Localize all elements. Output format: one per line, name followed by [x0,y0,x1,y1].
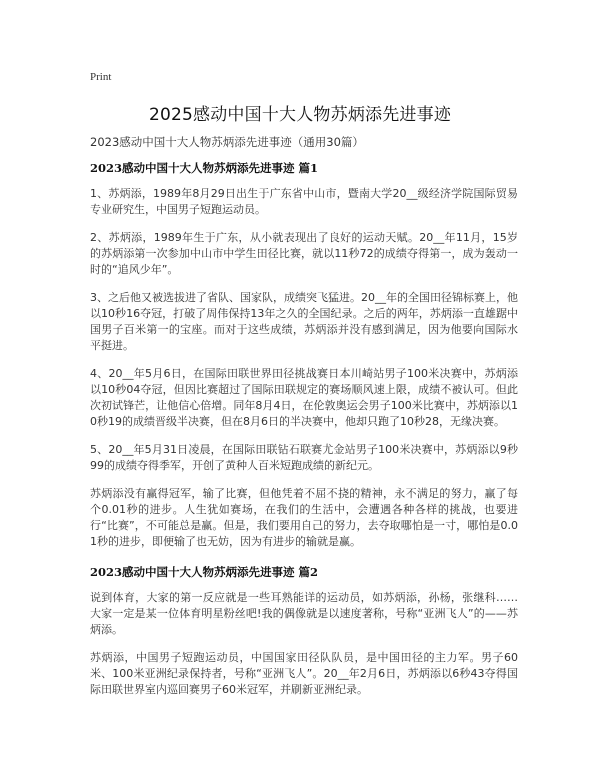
print-link[interactable]: Print [90,71,112,83]
section-heading: 2023感动中国十大人物苏炳添先进事迹 篇2 [90,565,319,579]
paragraph: 5、20__年5月31日凌晨，在国际田联钻石联赛尤金站男子100米决赛中，苏炳添以9秒99的成绩夺得季军，开创了黄种人百米短跑成绩的新纪元。 [90,443,518,472]
section-1 [90,160,518,550]
section-2 [90,564,518,698]
paragraph: 苏炳添没有赢得冠军，输了比赛，但他凭着不屈不挠的精神，永不满足的努力，赢了每个0.01秒的进步。人生犹如赛场，在我们的生活中，会遭遇各种各样的挑战，也要进行“比赛”，不可能总是赢。但是，我们要用自己的努力，去夺取哪怕是一寸，哪怕是0.01秒的进步，即便输了也无妨，因为有进步的输就是赢。 [90,487,518,548]
paragraph: 说到体育，大家的第一反应就是一些耳熟能详的运动员，如苏炳添，孙杨，张继科……大家一定是某一位体育明星粉丝吧!我的偶像就是以速度著称，号称“亚洲飞人”的——苏炳添。 [90,591,518,636]
paragraph: 2、苏炳添，1989年生于广东，从小就表现出了良好的运动天赋。20__年11月，15岁的苏炳添第一次参加中山市中学生田径比赛，就以11秒72的成绩夺得第一，成为轰动一时的“追风少年”。 [90,231,518,276]
page-title: 2025感动中国十大人物苏炳添先进事迹 [148,105,452,125]
article-body [90,160,518,710]
section-heading: 2023感动中国十大人物苏炳添先进事迹 篇1 [90,161,319,175]
paragraph: 4、20__年5月6日，在国际田联世界田径挑战赛日本川崎站男子100米决赛中，苏炳添以10秒04夺冠，但因比赛超过了国际田联规定的赛场顺风速上限，成绩不被认可。但此次初试锋芒，让他信心倍增。同年8月4日，在伦敦奥运会男子100米比赛中，苏炳添以10秒19的成绩晋级半决赛，但在8月6日的半决赛中，他却只跑了10秒28，无缘决赛。 [90,367,518,428]
paragraph: 3、之后他又被选拔进了省队、国家队，成绩突飞猛进。20__年的全国田径锦标赛上，他以10秒16夺冠，打破了周伟保持13年之久的全国纪录。之后的两年，苏炳添一直雄踞中国男子百米第一的宝座。而对于这些成绩，苏炳添并没有感到满足，因为他要向国际水平挺进。 [90,291,518,352]
paragraph: 1、苏炳添，1989年8月29日出生于广东省中山市，暨南大学20__级经济学院国际贸易专业研究生，中国男子短跑运动员。 [90,187,518,216]
paragraph: 苏炳添，中国男子短跑运动员，中国国家田径队队员，是中国田径的主力军。男子60米、100米亚洲纪录保持者，号称“亚洲飞人”。20__年2月6日，苏炳添以6秒43夺得国际田联世界室内巡回赛男子60米冠军，并刷新亚洲纪录。 [90,651,518,696]
page-subtitle: 2023感动中国十大人物苏炳添先进事迹（通用30篇） [90,135,364,149]
